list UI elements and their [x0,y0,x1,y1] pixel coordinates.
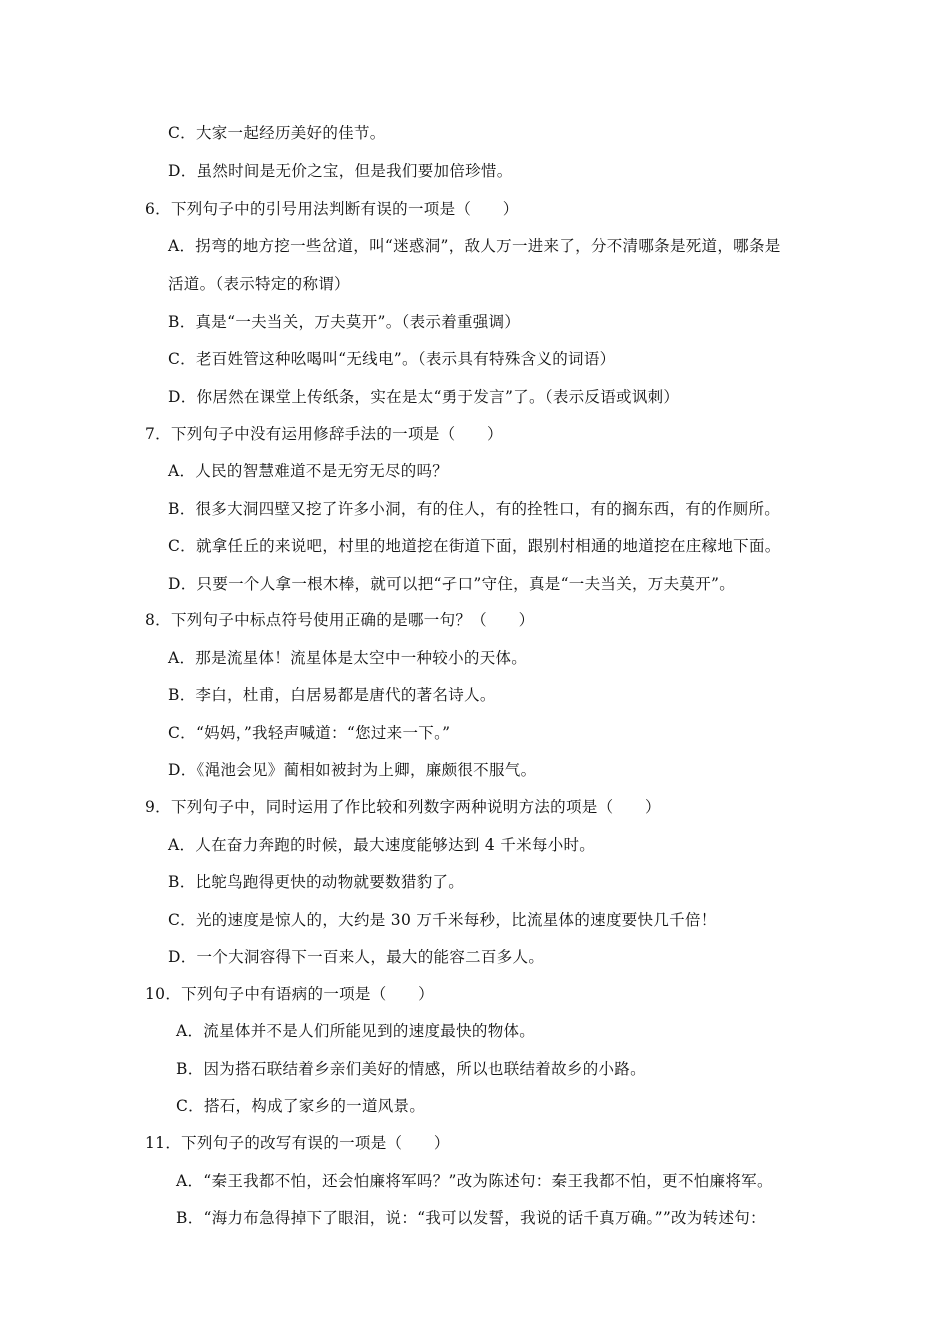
question-10: 10．下列句子中有语病的一项是（ ） [145,985,434,1003]
question-7: 7．下列句子中没有运用修辞手法的一项是（ ） [145,425,503,443]
option-a-q6: A．拐弯的地方挖一些岔道，叫“迷惑洞”，敌人万一进来了，分不清哪条是死道，哪条是 [168,237,781,255]
option-a-q8: A．那是流星体！流星体是太空中一种较小的天体。 [168,649,528,667]
option-b-q11: B．“海力布急得掉下了眼泪，说：“我可以发誓，我说的话千真万确。””改为转述句： [176,1209,766,1227]
option-b-q6: B．真是“一夫当关，万夫莫开”。（表示着重强调） [168,313,521,331]
option-a-q11: A．“秦王我都不怕，还会怕廉将军吗？”改为陈述句：秦王我都不怕，更不怕廉将军。 [176,1172,773,1190]
option-b-q7: B．很多大洞四壁又挖了许多小洞，有的住人，有的拴牲口，有的搁东西，有的作厕所。 [168,500,781,518]
option-c-q10: C．搭石，构成了家乡的一道风景。 [176,1097,426,1115]
option-a-q6-continued: 活道。（表示特定的称谓） [168,275,350,293]
option-d-q5: D．虽然时间是无价之宝，但是我们要加倍珍惜。 [168,162,513,180]
question-6: 6．下列句子中的引号用法判断有误的一项是（ ） [145,200,519,218]
option-c-q9: C．光的速度是惊人的，大约是 30 万千米每秒，比流星体的速度要快几千倍！ [168,911,717,929]
option-d-q8: D．《渑池会见》蔺相如被封为上卿，廉颇很不服气。 [168,761,537,779]
option-b-q8: B．李白，杜甫，白居易都是唐代的著名诗人。 [168,686,496,704]
option-c-q6: C．老百姓管这种吆喝叫“无线电”。（表示具有特殊含义的词语） [168,350,616,368]
option-c-q5: C．大家一起经历美好的佳节。 [168,124,386,142]
option-c-q7: C．就拿任丘的来说吧，村里的地道挖在街道下面，跟别村相通的地道挖在庄稼地下面。 [168,537,781,555]
option-d-q9: D．一个大洞容得下一百来人，最大的能容二百多人。 [168,948,545,966]
option-d-q6: D．你居然在课堂上传纸条，实在是太“勇于发言”了。（表示反语或讽刺） [168,388,680,406]
option-b-q9: B．比鸵鸟跑得更快的动物就要数猎豹了。 [168,873,465,891]
option-d-q7: D．只要一个人拿一根木棒，就可以把“孑口”守住，真是“一夫当关，万夫莫开”。 [168,575,736,593]
question-9: 9．下列句子中，同时运用了作比较和列数字两种说明方法的项是（ ） [145,798,661,816]
option-c-q8: C．“妈妈，”我轻声喊道：“您过来一下。” [168,724,451,742]
option-b-q10: B．因为搭石联结着乡亲们美好的情感，所以也联结着故乡的小路。 [176,1060,646,1078]
question-8: 8．下列句子中标点符号使用正确的是哪一句？（ ） [145,611,535,629]
option-a-q10: A．流星体并不是人们所能见到的速度最快的物体。 [176,1022,536,1040]
option-a-q7: A．人民的智慧难道不是无穷无尽的吗？ [168,462,449,480]
question-11: 11．下列句子的改写有误的一项是（ ） [145,1134,450,1152]
option-a-q9: A．人在奋力奔跑的时候，最大速度能够达到 4 千米每小时。 [168,836,596,854]
